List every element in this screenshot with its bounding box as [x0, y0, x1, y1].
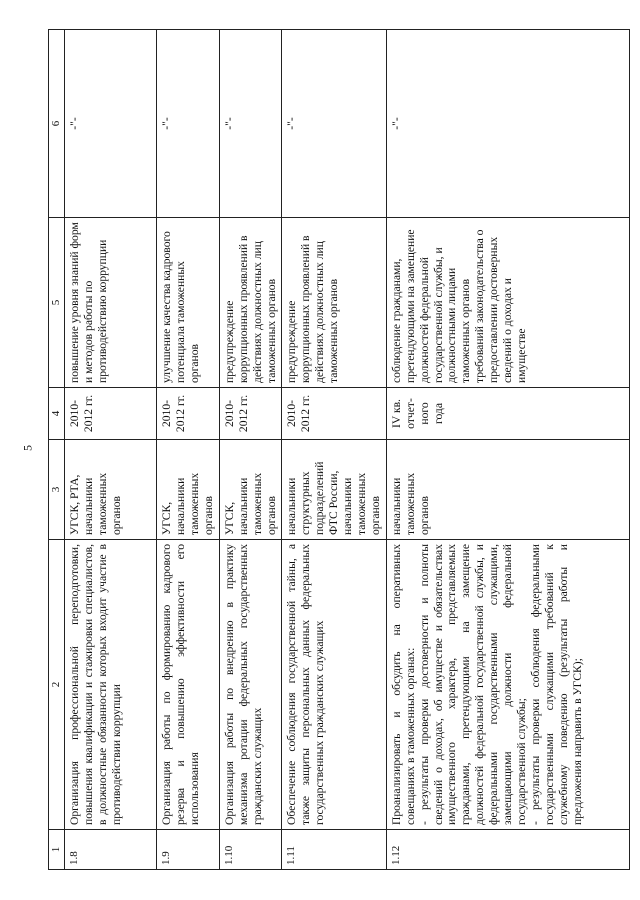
notes-cell: -"-: [282, 30, 386, 218]
result-cell: предупреждение коррупционных проявлений в действиях должностных лиц таможенных органов: [282, 218, 386, 388]
page-number: 5: [20, 445, 35, 451]
term-cell: 2010-2012 гг.: [219, 388, 282, 440]
table-row: [157, 30, 220, 870]
result-cell: улучшение качества кадрового потенциала таможенных органов: [157, 218, 220, 388]
table-row: [282, 30, 386, 870]
term-cell: 2010-2012 гг.: [157, 388, 220, 440]
rotated-table-container: [48, 30, 630, 870]
header-row: [49, 30, 65, 870]
responsible-cell: УГСК, начальники таможенных органов: [219, 440, 282, 540]
measure-cell: Организация работы по формированию кадрового резерва и повышению эффективности его использования: [157, 540, 220, 830]
responsible-cell: УГСК, начальники таможенных органов: [157, 440, 220, 540]
table-row: [386, 30, 629, 870]
column-header: 2: [49, 540, 65, 830]
term-cell: 2010-2012 гг.: [282, 388, 386, 440]
result-cell: предупреждение коррупционных проявлений в действиях должностных лиц таможенных органов: [219, 218, 282, 388]
column-header: 4: [49, 388, 65, 440]
notes-cell: -"-: [157, 30, 220, 218]
responsible-cell: начальники структурных подразделений ФТС России, начальники таможенных органов: [282, 440, 386, 540]
table-row: [65, 30, 157, 870]
document-page: [48, 30, 630, 870]
measure-cell: Организация профессиональной переподготовки, повышения квалификации и стажировки специалистов, в должностные обязанности которых входит участие в противодействии коррупции: [65, 540, 157, 830]
column-header: 3: [49, 440, 65, 540]
measure-line: Проанализировать и обсудить на оперативных совещаниях в таможенных органах:: [389, 544, 417, 825]
notes-cell: -"-: [219, 30, 282, 218]
measures-table: [48, 29, 630, 870]
row-number: 1.9: [157, 830, 220, 870]
column-header: 6: [49, 30, 65, 218]
column-header: 1: [49, 830, 65, 870]
measure-line: - результаты проверки достоверности и полноты сведений о доходах, об имуществе и обязательствах имущественного характера, представляемых гражданами, претендующими на замещение должностей федеральной государственной службы, и федеральными государственными служащими, замещающими должности федеральной государственной службы;: [417, 544, 528, 825]
notes-cell: -"-: [65, 30, 157, 218]
measure-cell: [386, 540, 629, 830]
term-cell: 2010-2012 гг.: [65, 388, 157, 440]
term-cell: IV кв. отчет-ного года: [386, 388, 629, 440]
responsible-cell: начальники таможенных органов: [386, 440, 629, 540]
column-header: 5: [49, 218, 65, 388]
measure-cell: Обеспечение соблюдения государственной тайны, а также защиты персональных данных федеральных государственных гражданских служащих: [282, 540, 386, 830]
responsible-cell: УГСК, РТА, начальники таможенных органов: [65, 440, 157, 540]
result-cell: повышение уровня знаний форм и методов работы по противодействию коррупции: [65, 218, 157, 388]
measure-cell: Организация работы по внедрению в практику механизма ротации федеральных государственных гражданских служащих: [219, 540, 282, 830]
row-number: 1.11: [282, 830, 386, 870]
row-number: 1.8: [65, 830, 157, 870]
row-number: 1.10: [219, 830, 282, 870]
notes-cell: -"-: [386, 30, 629, 218]
table-row: [219, 30, 282, 870]
result-cell: соблюдение гражданами, претендующими на замещение должностей федеральной государственной службы, и должностными лицами таможенных органов требований законодательства о предоставлении достоверных сведений о доходах и имуществе: [386, 218, 629, 388]
row-number: 1.12: [386, 830, 629, 870]
measure-line: - результаты проверки соблюдения федеральными государственными служащими требований к служебному поведению (результаты работы и предложения направить в УГСК);: [528, 544, 584, 825]
